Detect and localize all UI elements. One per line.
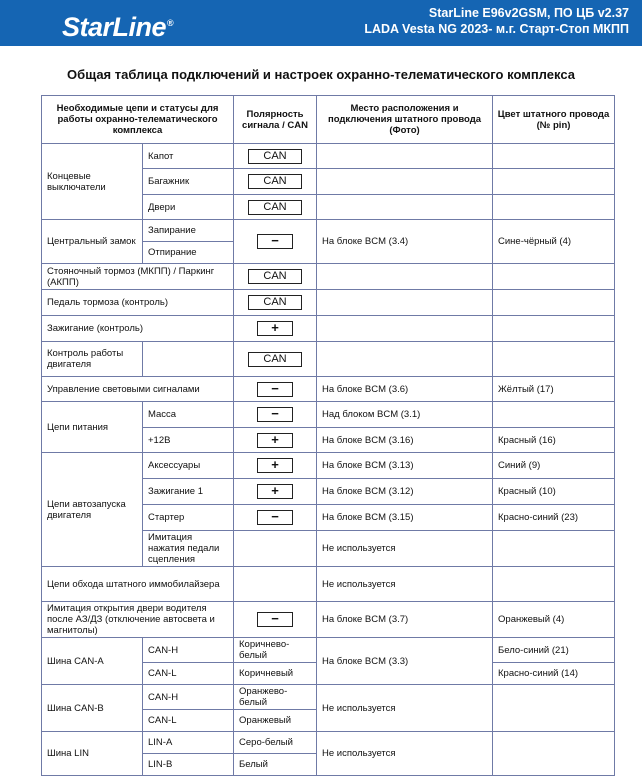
location-cell: Не используется bbox=[317, 531, 493, 567]
location-cell: На блоке BCM (3.15) bbox=[317, 505, 493, 531]
table-row bbox=[42, 290, 615, 316]
col-header-polarity: Полярность сигнала / CAN bbox=[234, 96, 317, 144]
header-info bbox=[364, 5, 629, 37]
location-cell: На блоке BCM (3.16) bbox=[317, 428, 493, 453]
can-badge: CAN bbox=[248, 174, 302, 189]
wire-cell: Серо-белый bbox=[234, 732, 317, 754]
table-row bbox=[42, 316, 615, 342]
sub-label: Зажигание 1 bbox=[143, 479, 234, 505]
col-header-wire-color: Цвет штатного провода (№ pin) bbox=[493, 96, 615, 144]
col-header-location: Место расположения и подключения штатного провода (Фото) bbox=[317, 96, 493, 144]
can-badge: CAN bbox=[248, 352, 302, 367]
table-header-row bbox=[42, 96, 615, 144]
wire-cell: Оранжевый bbox=[234, 710, 317, 732]
row-label: Шина CAN-B bbox=[42, 685, 143, 732]
row-label: Зажигание (контроль) bbox=[42, 316, 234, 342]
starline-logo: StarLine® bbox=[62, 12, 174, 42]
wire-cell: Оранжево-белый bbox=[234, 685, 317, 710]
minus-badge: − bbox=[257, 382, 293, 397]
row-label: Цепи обхода штатного иммобилайзера bbox=[42, 567, 234, 602]
table-row bbox=[42, 220, 615, 242]
table-row bbox=[42, 567, 615, 602]
can-badge: CAN bbox=[248, 149, 302, 164]
plus-badge: + bbox=[257, 458, 293, 473]
location-cell: Не используется bbox=[317, 567, 493, 602]
sub-label: Багажник bbox=[143, 169, 234, 195]
sub-label: LIN-A bbox=[143, 732, 234, 754]
minus-badge: − bbox=[257, 612, 293, 627]
header-vehicle: LADA Vesta NG 2023- м.г. Старт-Стоп МКПП bbox=[364, 22, 629, 36]
sub-label: Двери bbox=[143, 195, 234, 220]
table-row bbox=[42, 732, 615, 754]
plus-badge: + bbox=[257, 433, 293, 448]
table-row bbox=[42, 377, 615, 402]
location-cell: Не используется bbox=[317, 732, 493, 776]
row-label: Центральный замок bbox=[42, 220, 143, 264]
sub-label: Стартер bbox=[143, 505, 234, 531]
wire-color-cell: Синий (9) bbox=[493, 453, 615, 479]
sub-label: Имитация нажатия педали сцепления bbox=[143, 531, 234, 567]
can-badge: CAN bbox=[248, 200, 302, 215]
brand-header bbox=[0, 0, 642, 46]
wire-color-cell: Красно-синий (14) bbox=[493, 663, 615, 685]
wire-color-cell: Сине-чёрный (4) bbox=[493, 220, 615, 264]
registered-mark: ® bbox=[167, 18, 174, 28]
location-cell: На блоке BCM (3.13) bbox=[317, 453, 493, 479]
table-row bbox=[42, 685, 615, 710]
wire-color-cell: Оранжевый (4) bbox=[493, 602, 615, 638]
location-cell: На блоке BCM (3.7) bbox=[317, 602, 493, 638]
can-badge: CAN bbox=[248, 295, 302, 310]
header-device: StarLine E96v2GSM, ПО ЦБ v2.37 bbox=[428, 6, 629, 20]
sub-label: Аксессуары bbox=[143, 453, 234, 479]
connection-table bbox=[41, 95, 615, 776]
table-row bbox=[42, 264, 615, 290]
sub-label: CAN-L bbox=[143, 663, 234, 685]
row-label: Шина LIN bbox=[42, 732, 143, 776]
sub-label: Капот bbox=[143, 144, 234, 169]
location-cell: Не используется bbox=[317, 685, 493, 732]
plus-badge: + bbox=[257, 321, 293, 336]
row-label: Педаль тормоза (контроль) bbox=[42, 290, 234, 316]
wire-cell: Коричневый bbox=[234, 663, 317, 685]
wire-cell: Коричнево-белый bbox=[234, 638, 317, 663]
location-cell: На блоке BCM (3.4) bbox=[317, 220, 493, 264]
sub-label: Масса bbox=[143, 402, 234, 428]
table-row bbox=[42, 402, 615, 428]
plus-badge: + bbox=[257, 484, 293, 499]
wire-color-cell: Красный (10) bbox=[493, 479, 615, 505]
sub-label: CAN-L bbox=[143, 710, 234, 732]
row-label: Шина CAN-A bbox=[42, 638, 143, 685]
minus-badge: − bbox=[257, 234, 293, 249]
wire-color-cell: Красный (16) bbox=[493, 428, 615, 453]
table-row bbox=[42, 144, 615, 169]
minus-badge: − bbox=[257, 407, 293, 422]
sub-label: CAN-H bbox=[143, 638, 234, 663]
wire-color-cell: Красно-синий (23) bbox=[493, 505, 615, 531]
wire-cell: Белый bbox=[234, 754, 317, 776]
page-title: Общая таблица подключений и настроек охранно-телематического комплекса bbox=[67, 67, 575, 82]
row-label: Цепи автозапуска двигателя bbox=[42, 453, 143, 567]
location-cell: Над блоком BCM (3.1) bbox=[317, 402, 493, 428]
sub-label: LIN-B bbox=[143, 754, 234, 776]
row-label: Имитация открытия двери водителя после АЗ/ДЗ (отключение автосвета и магнитолы) bbox=[42, 602, 234, 638]
sub-label: Запирание bbox=[143, 220, 234, 242]
location-cell: На блоке BCM (3.6) bbox=[317, 377, 493, 402]
minus-badge: − bbox=[257, 510, 293, 525]
location-cell: На блоке BCM (3.12) bbox=[317, 479, 493, 505]
table-row bbox=[42, 453, 615, 479]
table-row bbox=[42, 342, 615, 377]
location-cell: На блоке BCM (3.3) bbox=[317, 638, 493, 685]
row-label: Контроль работы двигателя bbox=[42, 342, 143, 377]
table-row bbox=[42, 638, 615, 663]
sub-label: Отпирание bbox=[143, 242, 234, 264]
sub-label: +12В bbox=[143, 428, 234, 453]
sub-label: CAN-H bbox=[143, 685, 234, 710]
wire-color-cell: Бело-синий (21) bbox=[493, 638, 615, 663]
row-label: Цепи питания bbox=[42, 402, 143, 453]
table-row bbox=[42, 602, 615, 638]
row-label: Управление световыми сигналами bbox=[42, 377, 234, 402]
row-label: Стояночный тормоз (МКПП) / Паркинг (АКПП) bbox=[42, 264, 234, 290]
wire-color-cell: Жёлтый (17) bbox=[493, 377, 615, 402]
can-badge: CAN bbox=[248, 269, 302, 284]
col-header-circuits: Необходимые цепи и статусы для работы охранно-телематического комплекса bbox=[42, 96, 234, 144]
row-label: Концевые выключатели bbox=[42, 144, 143, 220]
